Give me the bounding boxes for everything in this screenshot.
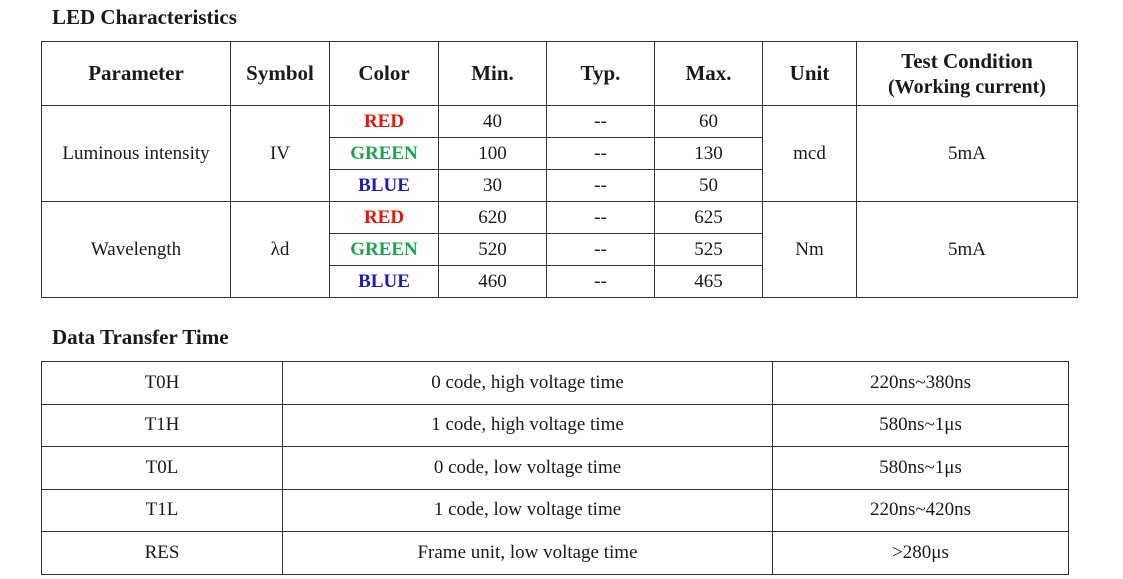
unit-cell: Nm [763, 202, 857, 298]
typ-cell: -- [547, 266, 655, 298]
timing-value-cell: 580ns~1μs [773, 404, 1069, 447]
min-cell: 100 [439, 138, 547, 170]
header-min: Min. [439, 42, 547, 106]
header-test-condition-label: Test Condition [901, 48, 1033, 73]
timing-value-cell: 580ns~1μs [773, 447, 1069, 490]
parameter-cell: Luminous intensity [42, 106, 231, 202]
color-cell: RED [330, 106, 439, 138]
symbol-cell: IV [231, 106, 330, 202]
header-parameter: Parameter [42, 42, 231, 106]
min-cell: 40 [439, 106, 547, 138]
table-row [42, 362, 1069, 405]
min-cell: 460 [439, 266, 547, 298]
data-transfer-time-title: Data Transfer Time [52, 325, 229, 349]
min-cell: 620 [439, 202, 547, 234]
table-row [42, 404, 1069, 447]
header-typ: Typ. [547, 42, 655, 106]
typ-cell: -- [547, 202, 655, 234]
header-test-condition-sub: (Working current) [888, 75, 1046, 98]
table-row [42, 532, 1069, 575]
timing-description-cell: 0 code, low voltage time [283, 447, 773, 490]
timing-description-cell: 1 code, high voltage time [283, 404, 773, 447]
header-test-condition [857, 42, 1078, 106]
max-cell: 625 [655, 202, 763, 234]
table-row [42, 447, 1069, 490]
timing-value-cell: >280μs [773, 532, 1069, 575]
led-characteristics-title: LED Characteristics [52, 5, 237, 29]
typ-cell: -- [547, 234, 655, 266]
timing-description-cell: Frame unit, low voltage time [283, 532, 773, 575]
color-cell: RED [330, 202, 439, 234]
table-row [42, 106, 1078, 138]
timing-value-cell: 220ns~380ns [773, 362, 1069, 405]
typ-cell: -- [547, 138, 655, 170]
unit-cell: mcd [763, 106, 857, 202]
header-unit: Unit [763, 42, 857, 106]
timing-name-cell: T1L [42, 489, 283, 532]
led-characteristics-table [41, 41, 1078, 298]
color-cell: GREEN [330, 138, 439, 170]
led-header-row [42, 42, 1078, 106]
max-cell: 130 [655, 138, 763, 170]
timing-name-cell: T0H [42, 362, 283, 405]
color-cell: GREEN [330, 234, 439, 266]
symbol-cell: λd [231, 202, 330, 298]
typ-cell: -- [547, 170, 655, 202]
table-row [42, 489, 1069, 532]
typ-cell: -- [547, 106, 655, 138]
table-row [42, 202, 1078, 234]
max-cell: 525 [655, 234, 763, 266]
timing-description-cell: 0 code, high voltage time [283, 362, 773, 405]
timing-name-cell: RES [42, 532, 283, 575]
test-condition-cell: 5mA [857, 106, 1078, 202]
max-cell: 60 [655, 106, 763, 138]
timing-name-cell: T1H [42, 404, 283, 447]
timing-name-cell: T0L [42, 447, 283, 490]
data-transfer-table [41, 361, 1069, 575]
parameter-cell: Wavelength [42, 202, 231, 298]
color-cell: BLUE [330, 266, 439, 298]
timing-description-cell: 1 code, low voltage time [283, 489, 773, 532]
header-color: Color [330, 42, 439, 106]
timing-value-cell: 220ns~420ns [773, 489, 1069, 532]
max-cell: 50 [655, 170, 763, 202]
max-cell: 465 [655, 266, 763, 298]
header-max: Max. [655, 42, 763, 106]
min-cell: 30 [439, 170, 547, 202]
color-cell: BLUE [330, 170, 439, 202]
test-condition-cell: 5mA [857, 202, 1078, 298]
min-cell: 520 [439, 234, 547, 266]
header-symbol: Symbol [231, 42, 330, 106]
